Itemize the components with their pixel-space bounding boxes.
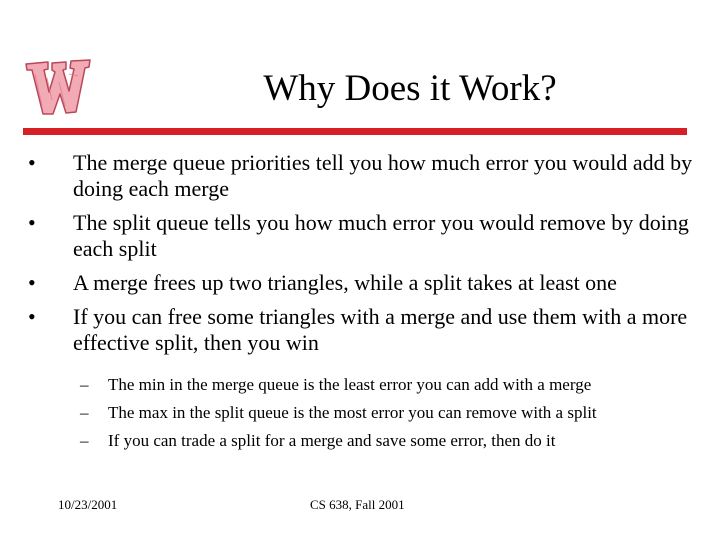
wisconsin-w-logo-icon xyxy=(22,56,92,118)
sub-bullet-marker: – xyxy=(80,431,89,450)
bullet-item xyxy=(28,304,698,356)
bullet-marker: • xyxy=(28,150,36,175)
bullet-item xyxy=(28,270,698,296)
sub-bullet-item xyxy=(80,374,700,396)
sub-bullet-item xyxy=(80,402,700,424)
sub-bullet-marker: – xyxy=(80,375,89,394)
footer-course: CS 638, Fall 2001 xyxy=(310,497,405,512)
bullet-item xyxy=(28,210,698,262)
bullet-marker: • xyxy=(28,304,36,329)
bullet-text: The split queue tells you how much error you would remove by doing each split xyxy=(73,210,689,261)
bullet-text: If you can free some triangles with a merge and use them with a more effective split, then you win xyxy=(73,304,688,355)
bullet-marker: • xyxy=(28,270,36,295)
sub-bullet-text: The min in the merge queue is the least error you can add with a merge xyxy=(108,375,592,394)
sub-bullet-list xyxy=(80,374,700,458)
bullet-text: A merge frees up two triangles, while a split takes at least one xyxy=(73,270,617,295)
bullet-list xyxy=(28,150,698,364)
sub-bullet-item xyxy=(80,430,700,452)
sub-bullet-text: If you can trade a split for a merge and save some error, then do it xyxy=(108,431,556,450)
bullet-item xyxy=(28,150,698,202)
bullet-marker: • xyxy=(28,210,36,235)
title-divider xyxy=(23,128,687,135)
sub-bullet-text: The max in the split queue is the most error you can remove with a split xyxy=(108,403,597,422)
footer-date: 10/23/2001 xyxy=(58,497,118,512)
slide-title: Why Does it Work? xyxy=(263,68,557,109)
sub-bullet-marker: – xyxy=(80,403,89,422)
bullet-text: The merge queue priorities tell you how much error you would add by doing each merge xyxy=(73,150,693,201)
